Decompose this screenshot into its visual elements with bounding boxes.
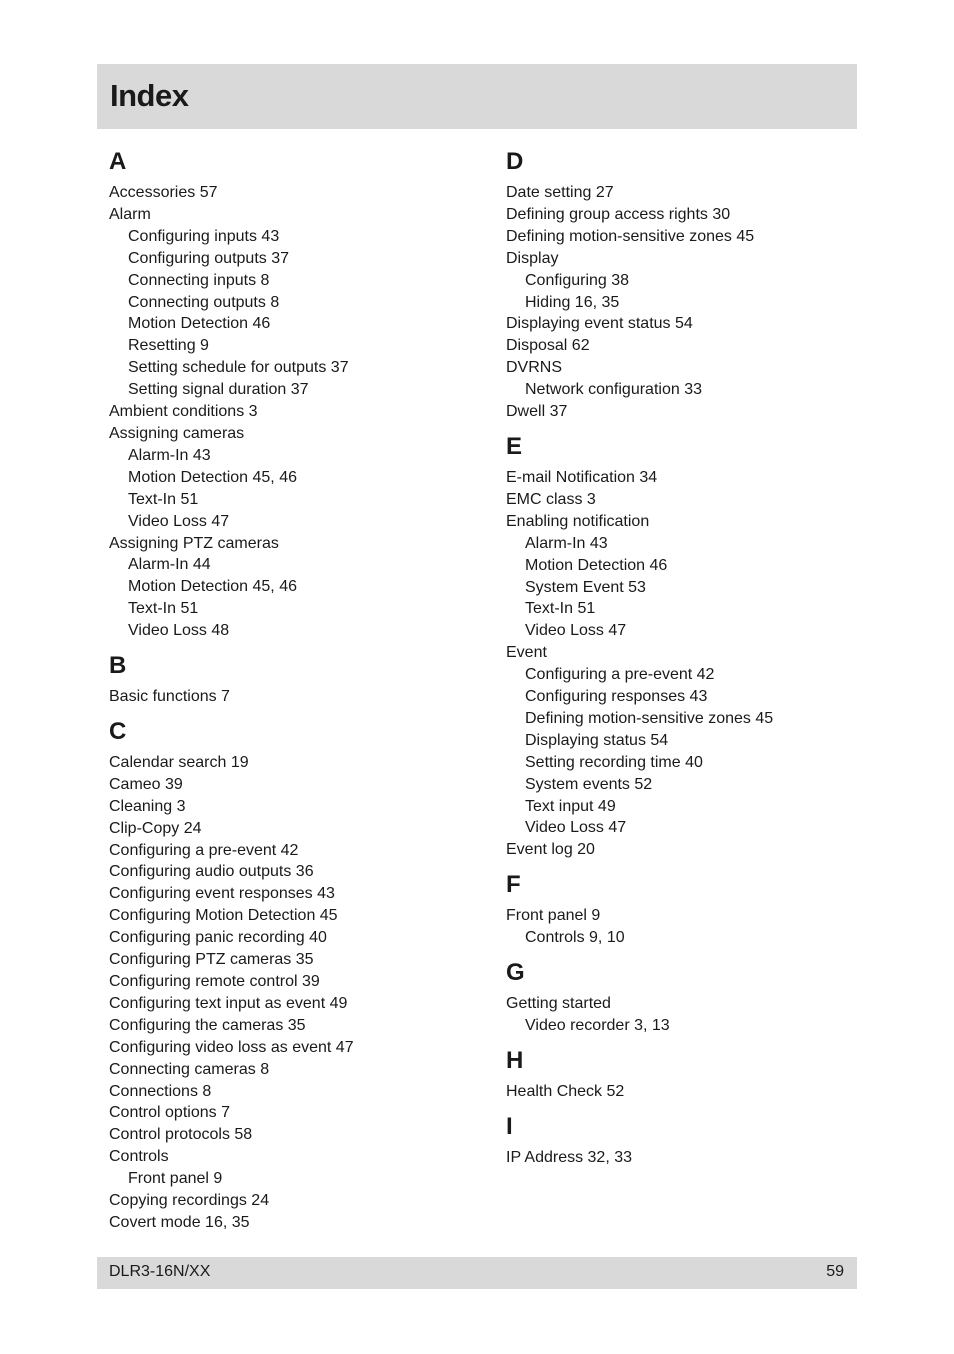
section-letter: E <box>506 432 523 460</box>
index-entry: Configuring the cameras 35 <box>109 1016 306 1034</box>
index-entry: Accessories 57 <box>109 184 218 201</box>
index-entry: Disposal 62 <box>506 337 590 355</box>
index-entry: Configuring event responses 43 <box>109 885 335 903</box>
index-subentry: Motion Detection 45, 46 <box>128 468 297 486</box>
index-section-a <box>109 146 489 642</box>
index-subentry: Motion Detection 46 <box>128 315 271 333</box>
index-entry: Cleaning 3 <box>109 797 186 815</box>
index-entry: Front panel 9 <box>506 907 601 925</box>
index-section-c <box>109 716 489 1234</box>
index-section-b <box>109 650 489 708</box>
index-entry: Configuring text input as event 49 <box>109 994 348 1012</box>
index-subentry: System Event 53 <box>525 578 646 596</box>
index-entry: Getting started <box>506 995 611 1013</box>
index-subentry: Motion Detection 45, 46 <box>128 578 297 596</box>
index-subentry: Text-In 51 <box>128 490 199 508</box>
index-subentry: Controls 9, 10 <box>525 929 625 947</box>
index-subentry: Configuring outputs 37 <box>128 249 289 267</box>
index-entry: Ambient conditions 3 <box>109 403 258 421</box>
index-entry: Health Check 52 <box>506 1082 625 1100</box>
index-subentry: Configuring a pre-event 42 <box>525 666 715 684</box>
index-subentry: Front panel 9 <box>128 1170 223 1188</box>
index-entry: Control options 7 <box>109 1104 230 1122</box>
index-entry: Defining motion-sensitive zones 45 <box>506 227 755 245</box>
index-subentry: Displaying status 54 <box>525 731 669 749</box>
index-entry: Basic functions 7 <box>109 688 230 706</box>
index-entry: Control protocols 58 <box>109 1126 253 1144</box>
index-entry: Enabling notification <box>506 512 650 530</box>
section-letter: G <box>506 959 525 987</box>
index-subentry: Setting signal duration 37 <box>128 381 309 399</box>
index-entry: Configuring remote control 39 <box>109 973 320 990</box>
index-subentry: Video Loss 47 <box>128 512 230 530</box>
index-subentry: Connecting inputs 8 <box>128 271 270 289</box>
header-bar <box>97 64 857 129</box>
index-column-left <box>109 146 489 1242</box>
index-entry: Defining group access rights 30 <box>506 205 731 223</box>
index-entry: IP Address 32, 33 <box>506 1148 633 1166</box>
index-section-d <box>506 146 886 423</box>
index-entry: Assigning cameras <box>109 424 245 442</box>
index-subentry: Video Loss 47 <box>525 622 627 640</box>
section-letter: I <box>506 1112 513 1140</box>
index-entry: Configuring a pre-event 42 <box>109 841 299 859</box>
index-entry: Event <box>506 644 547 662</box>
index-entry: DVRNS <box>506 359 563 377</box>
index-subentry: Hiding 16, 35 <box>525 293 620 311</box>
index-entry: Clip-Copy 24 <box>109 819 202 837</box>
index-subentry: Configuring 38 <box>525 271 630 289</box>
index-column-right <box>506 146 886 1177</box>
index-subentry: Alarm-In 43 <box>525 534 608 552</box>
index-entry: Cameo 39 <box>109 775 183 793</box>
index-subentry: Setting schedule for outputs 37 <box>128 359 349 377</box>
index-subentry: Alarm-In 43 <box>128 446 211 464</box>
index-subentry: Resetting 9 <box>128 337 209 355</box>
section-letter: F <box>506 871 521 899</box>
index-entry: Configuring panic recording 40 <box>109 929 327 947</box>
index-entry: Configuring PTZ cameras 35 <box>109 951 314 969</box>
index-subentry: Connecting outputs 8 <box>128 293 280 311</box>
index-entry: Configuring video loss as event 47 <box>109 1038 354 1056</box>
footer-model: DLR3-16N/XX <box>109 1263 211 1280</box>
index-subentry: Defining motion-sensitive zones 45 <box>525 709 774 727</box>
index-entry: Configuring Motion Detection 45 <box>109 907 338 925</box>
index-section-h <box>506 1045 886 1103</box>
index-subentry: Text-In 51 <box>525 600 596 618</box>
page-title: Index <box>110 78 189 113</box>
index-entry: Connections 8 <box>109 1082 212 1100</box>
index-subentry: Configuring inputs 43 <box>128 227 280 245</box>
index-entry: Calendar search 19 <box>109 753 249 771</box>
index-entry: Displaying event status 54 <box>506 315 693 333</box>
index-entry: Copying recordings 24 <box>109 1192 270 1210</box>
index-entry: Display <box>506 249 559 267</box>
index-subentry: Motion Detection 46 <box>525 556 668 574</box>
index-section-e <box>506 431 886 861</box>
index-entry: Controls <box>109 1148 169 1166</box>
index-entry: Connecting cameras 8 <box>109 1060 270 1078</box>
index-entry: Event log 20 <box>506 841 595 859</box>
index-entry: Alarm <box>109 205 151 223</box>
index-subentry: Alarm-In 44 <box>128 556 211 574</box>
index-entry: E-mail Notification 34 <box>506 468 658 486</box>
index-subentry: Video Loss 48 <box>128 622 230 640</box>
index-entry: Covert mode 16, 35 <box>109 1213 250 1231</box>
index-subentry: Network configuration 33 <box>525 381 702 399</box>
index-subentry: Video Loss 47 <box>525 819 627 837</box>
index-subentry: Text-In 51 <box>128 600 199 618</box>
index-subentry: System events 52 <box>525 775 653 793</box>
index-section-i <box>506 1111 886 1169</box>
section-letter: A <box>109 148 127 175</box>
index-section-f <box>506 869 886 949</box>
index-entry: Dwell 37 <box>506 403 568 421</box>
index-section-g <box>506 957 886 1037</box>
section-letter: C <box>109 717 127 745</box>
footer-bar <box>97 1257 857 1289</box>
footer-page-number: 59 <box>826 1263 844 1280</box>
section-letter: H <box>506 1046 524 1074</box>
index-entry: Configuring audio outputs 36 <box>109 863 314 881</box>
index-subentry: Configuring responses 43 <box>525 688 708 706</box>
index-subentry: Text input 49 <box>525 797 616 815</box>
index-subentry: Setting recording time 40 <box>525 753 703 771</box>
section-letter: B <box>109 652 127 680</box>
index-entry: EMC class 3 <box>506 490 596 508</box>
index-entry: Assigning PTZ cameras <box>109 534 279 552</box>
index-subentry: Video recorder 3, 13 <box>525 1017 670 1034</box>
index-entry: Date setting 27 <box>506 184 614 201</box>
section-letter: D <box>506 148 524 175</box>
